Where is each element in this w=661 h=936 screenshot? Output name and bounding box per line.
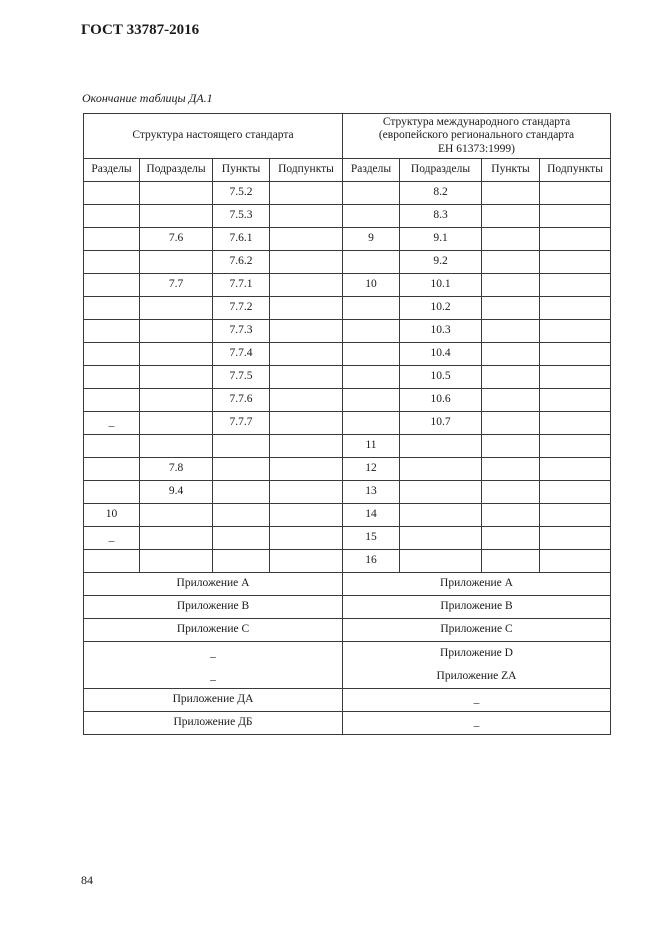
- column-header: Подразделы: [400, 159, 482, 182]
- table-cell: 10.4: [400, 343, 482, 366]
- table-cell: 9.4: [140, 481, 213, 504]
- table-row: [84, 504, 611, 527]
- appendix-right: Приложение В: [343, 596, 611, 619]
- table-row: [84, 550, 611, 573]
- table-cell: [482, 412, 540, 435]
- appendix-left: Приложение А: [84, 573, 343, 596]
- table-cell: [84, 297, 140, 320]
- table-cell: [343, 205, 400, 228]
- correspondence-table: [83, 113, 611, 735]
- table-cell: [84, 182, 140, 205]
- table-cell: [540, 412, 611, 435]
- table-cell: [140, 320, 213, 343]
- right-group-title: [343, 114, 611, 159]
- table-cell: 8.2: [400, 182, 482, 205]
- table-cell: [84, 205, 140, 228]
- table-cell: 10: [84, 504, 140, 527]
- table-cell: [482, 527, 540, 550]
- appendix-right: _: [343, 712, 611, 735]
- table-row: [84, 527, 611, 550]
- table-cell: [540, 251, 611, 274]
- table-cell: 10.7: [400, 412, 482, 435]
- table-cell: [270, 320, 343, 343]
- table-cell: [482, 481, 540, 504]
- table-cell: [213, 550, 270, 573]
- table-cell: 8.3: [400, 205, 482, 228]
- table-cell: [482, 550, 540, 573]
- table-row: [84, 297, 611, 320]
- table-cell: _: [84, 412, 140, 435]
- table-cell: 7.6: [140, 228, 213, 251]
- table-cell: [213, 527, 270, 550]
- table-cell: [400, 481, 482, 504]
- table-cell: [140, 297, 213, 320]
- table-cell: [540, 527, 611, 550]
- table-cell: [270, 297, 343, 320]
- appendix-left: Приложение В: [84, 596, 343, 619]
- column-header: Разделы: [84, 159, 140, 182]
- appendix-row: [84, 619, 611, 642]
- table-cell: [343, 412, 400, 435]
- column-header: Подпункты: [540, 159, 611, 182]
- table-cell: [482, 458, 540, 481]
- table-cell: 9.1: [400, 228, 482, 251]
- table-cell: [482, 320, 540, 343]
- table-cell: [140, 343, 213, 366]
- table-cell: 15: [343, 527, 400, 550]
- table-cell: [270, 228, 343, 251]
- table-cell: [540, 504, 611, 527]
- table-cell: [84, 435, 140, 458]
- table-cell: [84, 550, 140, 573]
- table-row: [84, 366, 611, 389]
- table-cell: [270, 182, 343, 205]
- table-cell: [84, 389, 140, 412]
- column-header: Подпункты: [270, 159, 343, 182]
- table-cell: 11: [343, 435, 400, 458]
- table-cell: [270, 274, 343, 297]
- table-cell: [270, 389, 343, 412]
- table-row: [84, 412, 611, 435]
- appendix-pair-line: Приложение D: [440, 647, 513, 659]
- appendix-pair-line: _: [210, 647, 216, 659]
- table-cell: [270, 435, 343, 458]
- table-cell: [482, 504, 540, 527]
- table-cell: 16: [343, 550, 400, 573]
- table-cell: [343, 366, 400, 389]
- table-row: [84, 435, 611, 458]
- table-cell: [270, 412, 343, 435]
- table-cell: [270, 504, 343, 527]
- table-cell: 10.5: [400, 366, 482, 389]
- table-cell: [482, 251, 540, 274]
- table-cell: 7.5.3: [213, 205, 270, 228]
- table-cell: [140, 389, 213, 412]
- table-cell: [482, 182, 540, 205]
- table-cell: 7.7.4: [213, 343, 270, 366]
- appendix-pair-right: [343, 642, 611, 689]
- table-cell: [140, 205, 213, 228]
- appendix-pair-line: _: [210, 670, 216, 682]
- table-cell: 10.6: [400, 389, 482, 412]
- table-row: [84, 458, 611, 481]
- document-code: ГОСТ 33787-2016: [81, 22, 200, 38]
- table-cell: 9.2: [400, 251, 482, 274]
- table-cell: [540, 297, 611, 320]
- appendix-pair-left-lines: [84, 642, 342, 688]
- appendix-row: [84, 712, 611, 735]
- table-cell: 7.7.6: [213, 389, 270, 412]
- table-cell: [270, 251, 343, 274]
- table-cell: [540, 435, 611, 458]
- right-title-line3: ЕН 61373:1999): [438, 142, 515, 155]
- appendix-row: [84, 596, 611, 619]
- appendix-pair-row: [84, 642, 611, 689]
- table-row: [84, 205, 611, 228]
- table-row: [84, 481, 611, 504]
- table-cell: 7.7.2: [213, 297, 270, 320]
- appendix-left: Приложение С: [84, 619, 343, 642]
- table-cell: [540, 389, 611, 412]
- table-cell: [540, 205, 611, 228]
- table-cell: [482, 389, 540, 412]
- table-cell: [140, 504, 213, 527]
- table-cell: 7.7.3: [213, 320, 270, 343]
- table-cell: [482, 435, 540, 458]
- table-cell: [400, 527, 482, 550]
- table-cell: [213, 458, 270, 481]
- table-cell: [270, 458, 343, 481]
- table-row: [84, 343, 611, 366]
- appendix-pair-left: [84, 642, 343, 689]
- appendix-row: [84, 573, 611, 596]
- right-title-line1: Структура международного стандарта: [382, 116, 571, 129]
- table-cell: [400, 550, 482, 573]
- header-row-groups: [84, 114, 611, 159]
- table-cell: [84, 228, 140, 251]
- column-header: Пункты: [482, 159, 540, 182]
- table-cell: [270, 550, 343, 573]
- appendix-right: Приложение С: [343, 619, 611, 642]
- column-header: Пункты: [213, 159, 270, 182]
- table-cell: [482, 274, 540, 297]
- table-cell: [540, 481, 611, 504]
- table-cell: [140, 550, 213, 573]
- table-cell: [400, 504, 482, 527]
- table-cell: [540, 228, 611, 251]
- table-cell: 7.6.1: [213, 228, 270, 251]
- table-row: [84, 320, 611, 343]
- table-cell: 7.8: [140, 458, 213, 481]
- table-cell: [270, 343, 343, 366]
- appendix-right: Приложение А: [343, 573, 611, 596]
- table-row: [84, 182, 611, 205]
- table-cell: [343, 343, 400, 366]
- table-cell: [540, 550, 611, 573]
- table-cell: 13: [343, 481, 400, 504]
- table-cell: 9: [343, 228, 400, 251]
- table-row: [84, 389, 611, 412]
- table-cell: [270, 366, 343, 389]
- table-cell: [270, 205, 343, 228]
- column-header: Подразделы: [140, 159, 213, 182]
- table-cell: 7.7.7: [213, 412, 270, 435]
- table-cell: [482, 297, 540, 320]
- right-title-line2: (европейского регионального стандарта: [378, 129, 575, 142]
- appendix-pair-line: Приложение ZA: [436, 670, 517, 682]
- table-cell: 10.2: [400, 297, 482, 320]
- table-cell: [84, 320, 140, 343]
- table-cell: [84, 458, 140, 481]
- page-number: 84: [81, 873, 93, 887]
- table-cell: [540, 366, 611, 389]
- table-cell: [540, 343, 611, 366]
- table-cell: 10: [343, 274, 400, 297]
- table-cell: [482, 228, 540, 251]
- table-row: [84, 251, 611, 274]
- table-cell: [482, 366, 540, 389]
- table-cell: 14: [343, 504, 400, 527]
- table-cell: [213, 504, 270, 527]
- table-cell: [84, 251, 140, 274]
- table-cell: [213, 481, 270, 504]
- table-cell: [400, 435, 482, 458]
- table-cell: [343, 297, 400, 320]
- table-cell: [140, 435, 213, 458]
- appendix-right: _: [343, 689, 611, 712]
- table-cell: 7.5.2: [213, 182, 270, 205]
- table-cell: [482, 343, 540, 366]
- header-row-columns: [84, 159, 611, 182]
- table-cell: 7.7.1: [213, 274, 270, 297]
- table-cell: [140, 366, 213, 389]
- column-header: Разделы: [343, 159, 400, 182]
- table-cell: [482, 205, 540, 228]
- table-cell: [343, 320, 400, 343]
- table-cell: [84, 274, 140, 297]
- table-cell: [270, 481, 343, 504]
- table-cell: [400, 458, 482, 481]
- table-cell: 7.7: [140, 274, 213, 297]
- table-cell: [343, 182, 400, 205]
- table-row: [84, 274, 611, 297]
- table-caption: Окончание таблицы ДА.1: [82, 91, 213, 105]
- table-cell: [540, 458, 611, 481]
- table-cell: 10.1: [400, 274, 482, 297]
- appendix-left: Приложение ДБ: [84, 712, 343, 735]
- table-cell: [540, 274, 611, 297]
- table-cell: [140, 251, 213, 274]
- table-cell: [140, 182, 213, 205]
- appendix-pair-right-lines: [343, 642, 610, 688]
- table-cell: [540, 320, 611, 343]
- table-cell: _: [84, 527, 140, 550]
- table-cell: [140, 412, 213, 435]
- table-cell: [270, 527, 343, 550]
- table-row: [84, 228, 611, 251]
- table-cell: [140, 527, 213, 550]
- table-cell: [84, 343, 140, 366]
- table-cell: 12: [343, 458, 400, 481]
- table-cell: 7.6.2: [213, 251, 270, 274]
- table-cell: [213, 435, 270, 458]
- table-cell: [84, 481, 140, 504]
- table-cell: [540, 182, 611, 205]
- table-cell: [84, 366, 140, 389]
- table-cell: [343, 389, 400, 412]
- appendix-row: [84, 689, 611, 712]
- left-group-title: Структура настоящего стандарта: [84, 114, 343, 159]
- table-cell: 10.3: [400, 320, 482, 343]
- table-cell: [343, 251, 400, 274]
- table-cell: 7.7.5: [213, 366, 270, 389]
- appendix-left: Приложение ДА: [84, 689, 343, 712]
